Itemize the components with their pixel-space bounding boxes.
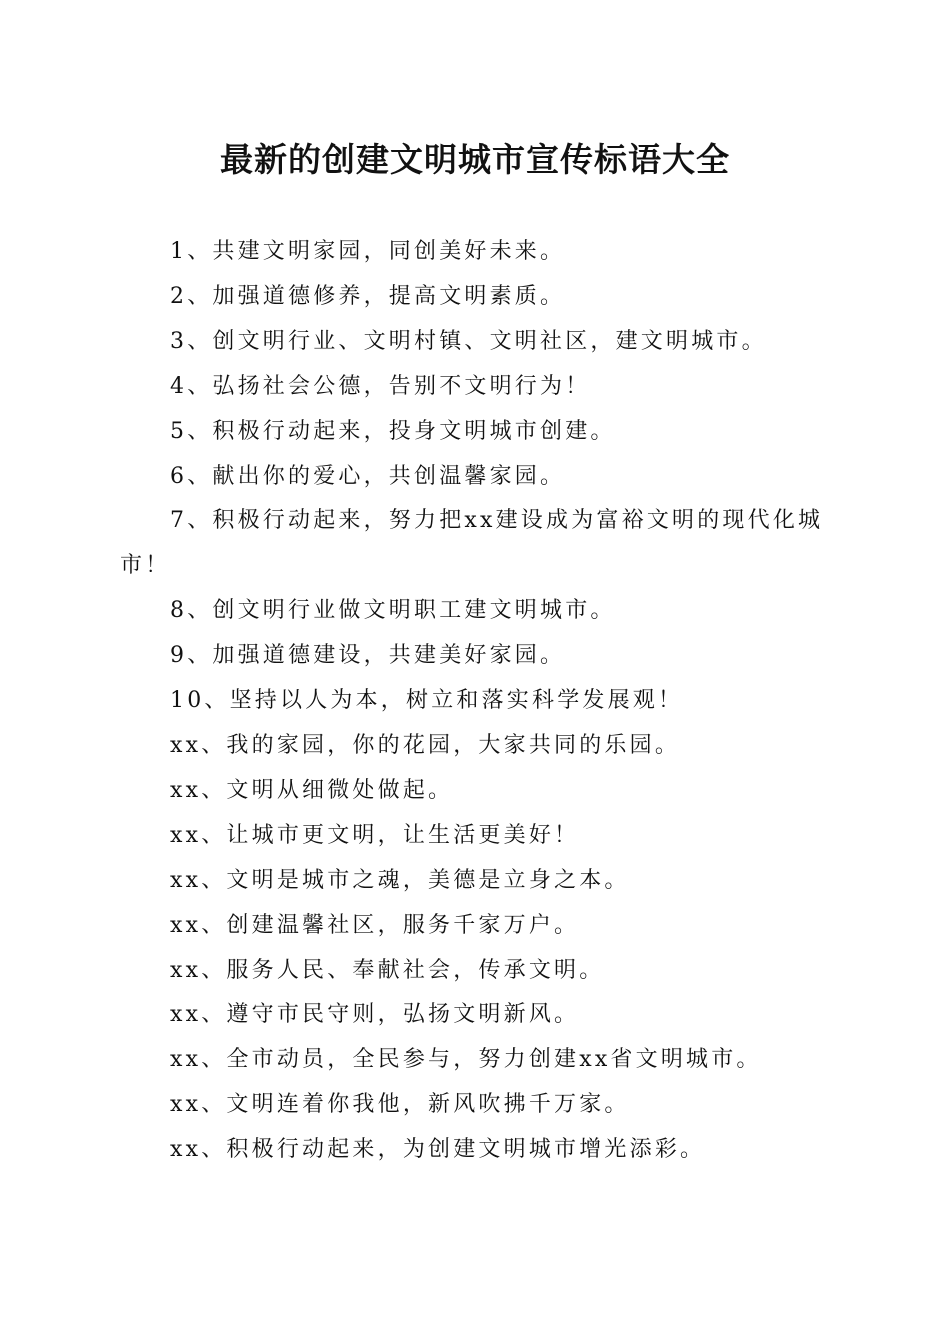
list-item: xx、积极行动起来，为创建文明城市增光添彩。 bbox=[170, 1137, 706, 1163]
list-item: xx、我的家园，你的花园，大家共同的乐园。 bbox=[170, 732, 681, 758]
list-item: 4、弘扬社会公德，告别不文明行为！ bbox=[170, 373, 591, 399]
list-item: 9、加强道德建设，共建美好家园。 bbox=[170, 643, 566, 669]
list-item: 5、积极行动起来，投身文明城市创建。 bbox=[170, 418, 616, 444]
list-item: 6、献出你的爱心，共创温馨家园。 bbox=[170, 463, 566, 489]
list-item: xx、创建温馨社区，服务千家万户。 bbox=[170, 912, 580, 938]
list-item: xx、文明是城市之魂，美德是立身之本。 bbox=[170, 867, 630, 893]
slogan-list bbox=[120, 230, 830, 1173]
list-item: 1、共建文明家园，同创美好未来。 bbox=[170, 239, 566, 264]
list-item: 8、创文明行业做文明职工建文明城市。 bbox=[170, 598, 616, 624]
list-item: xx、文明从细微处做起。 bbox=[170, 777, 454, 803]
list-item: xx、文明连着你我他，新风吹拂千万家。 bbox=[170, 1092, 630, 1118]
document-title: 最新的创建文明城市宣传标语大全 bbox=[220, 140, 730, 179]
list-item: 2、加强道德修养，提高文明素质。 bbox=[170, 283, 566, 309]
list-item: xx、遵守市民守则，弘扬文明新风。 bbox=[170, 1002, 580, 1028]
list-item: 10、坚持以人为本，树立和落实科学发展观！ bbox=[170, 688, 684, 714]
list-item: 3、创文明行业、文明村镇、文明社区，建文明城市。 bbox=[170, 328, 767, 354]
list-item: 7、积极行动起来，努力把xx建设成为富裕文明的现代化城市！ bbox=[120, 508, 824, 579]
list-item: xx、让城市更文明，让生活更美好！ bbox=[170, 822, 580, 848]
list-item: xx、全市动员，全民参与，努力创建xx省文明城市。 bbox=[170, 1047, 762, 1073]
list-item: xx、服务人民、奉献社会，传承文明。 bbox=[170, 957, 605, 983]
